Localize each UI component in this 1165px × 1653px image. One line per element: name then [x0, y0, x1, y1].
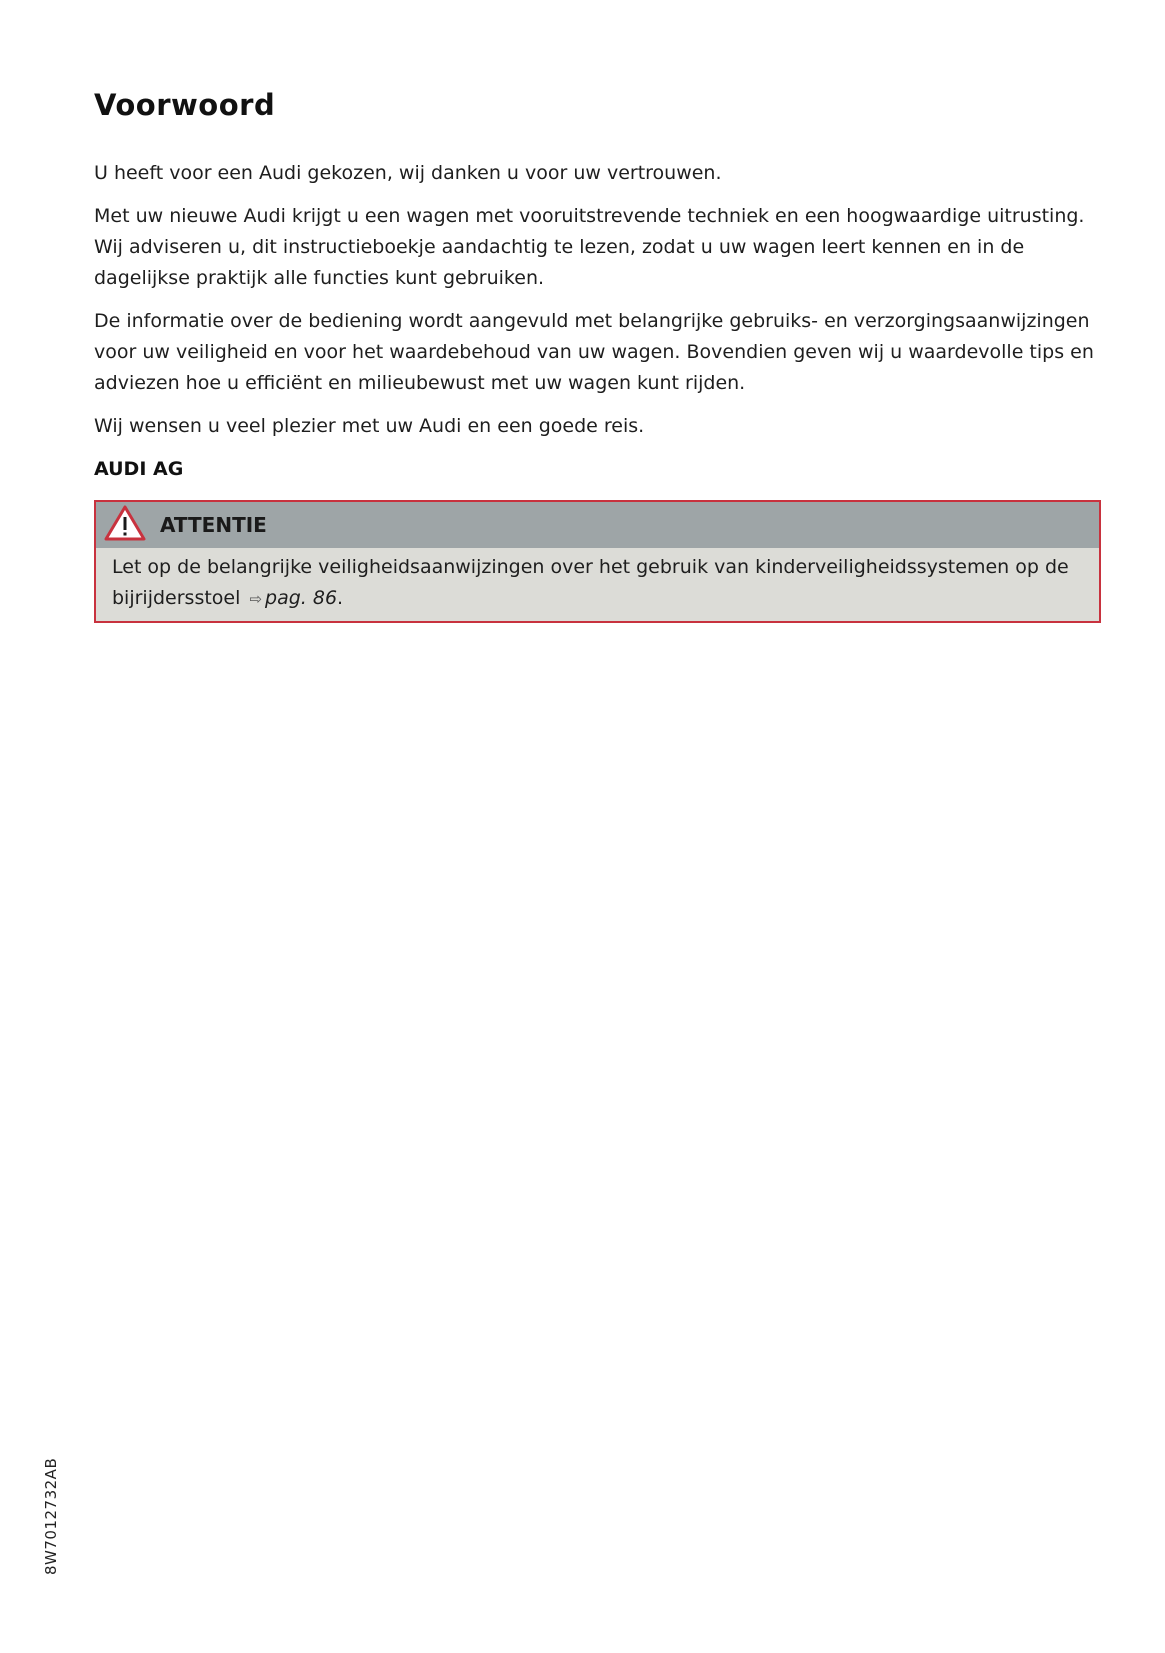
page-title: Voorwoord — [94, 88, 276, 122]
warning-text — [96, 548, 1099, 621]
warning-title: ATTENTIE — [160, 513, 267, 537]
warning-box — [94, 500, 1101, 623]
warning-triangle-icon — [104, 505, 160, 545]
warning-header — [96, 502, 1099, 548]
warning-message: Let op de belangrijke veiligheidsaanwijzingen over het gebruik van kinderveiligheidssystemen op de bijrijdersstoel — [112, 556, 1069, 609]
paragraph-thanks: U heeft voor een Audi gekozen, wij danken u voor uw vertrouwen. — [94, 162, 722, 184]
signature: AUDI AG — [94, 458, 184, 480]
page-reference-arrow-icon: ⇨ — [249, 590, 263, 608]
page-reference-link[interactable]: pag. 86 — [265, 587, 338, 609]
paragraph-intro: Met uw nieuwe Audi krijgt u een wagen met vooruitstrevende techniek en een hoogwaardige uitrusting. Wij adviseren u, dit instructieboekje aandachtig te lezen, zodat u uw wagen leert kennen en in de dagelijkse praktijk alle functies kunt gebruiken. — [94, 205, 1085, 289]
sentence-end: . — [337, 587, 344, 609]
paragraph-info: De informatie over de bediening wordt aangevuld met belangrijke gebruiks- en verzorgingsaanwijzingen voor uw veiligheid en voor het waardebehoud van uw wagen. Bovendien geven wij u waardevolle tips en adviezen hoe u efficiënt en milieubewust met uw wagen kunt rijden. — [94, 310, 1094, 394]
document-code: 8W7012732AB — [42, 1457, 60, 1575]
foreword-body — [94, 158, 1104, 499]
paragraph-wishes: Wij wensen u veel plezier met uw Audi en een goede reis. — [94, 415, 645, 437]
